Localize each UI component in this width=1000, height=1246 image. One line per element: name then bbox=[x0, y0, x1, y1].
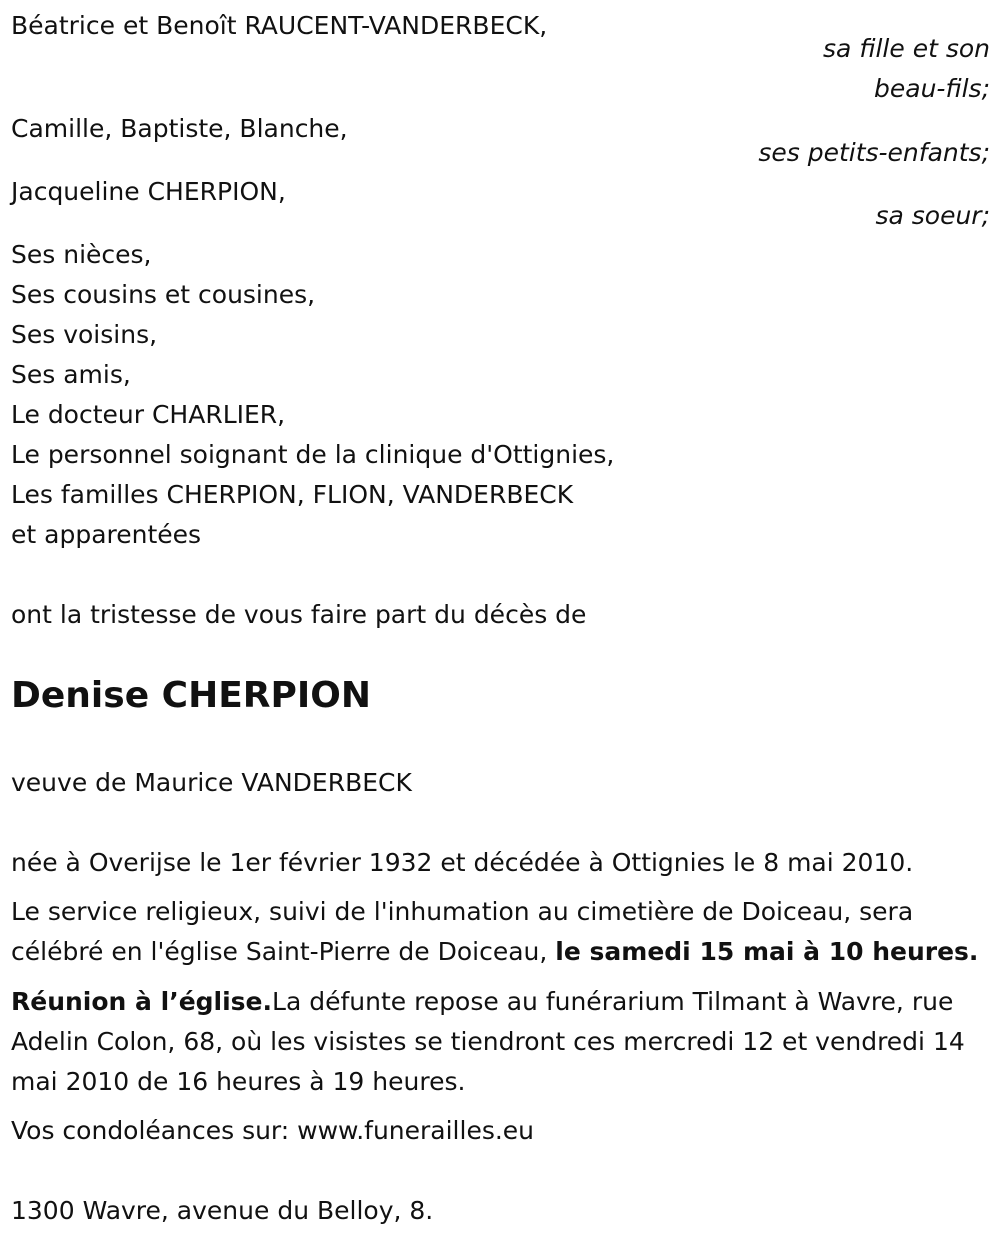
grandchildren-names: Camille, Baptiste, Blanche, bbox=[11, 114, 348, 143]
other-relative: Le docteur CHARLIER, bbox=[11, 400, 286, 429]
reunion-text: La défunte repose au funérarium Tilmant à Wavre, rue Adelin Colon, 68, où les visistes se tiendront ces mercredi 12 et vendredi 14 mai 2010 de 16 heures à 19 heures. bbox=[11, 987, 965, 1096]
address-line: 1300 Wavre, avenue du Belloy, 8. bbox=[11, 1196, 434, 1225]
other-relative: Ses amis, bbox=[11, 360, 131, 389]
other-relative: Ses voisins, bbox=[11, 320, 158, 349]
reunion-paragraph bbox=[11, 982, 996, 1102]
sister-name: Jacqueline CHERPION, bbox=[11, 177, 286, 206]
reunion-label: Réunion à l’église. bbox=[11, 987, 273, 1016]
service-date: le samedi 15 mai à 10 heures. bbox=[555, 937, 979, 966]
daughter-role-line2: beau-fils; bbox=[874, 74, 990, 103]
condolences-line: Vos condoléances sur: www.funerailles.eu bbox=[11, 1116, 535, 1145]
service-text: Le service religieux, suivi de l'inhumation au cimetière de Doiceau, sera célébré en l'église Saint-Pierre de Doiceau, bbox=[11, 897, 914, 966]
other-relative: Le personnel soignant de la clinique d'Ottignies, bbox=[11, 440, 615, 469]
sister-role: sa soeur; bbox=[875, 201, 990, 230]
grandchildren-role: ses petits-enfants; bbox=[758, 138, 990, 167]
daughter-role-line1: sa fille et son bbox=[823, 34, 990, 63]
other-relative: Les familles CHERPION, FLION, VANDERBECK bbox=[11, 480, 574, 509]
other-relative: Ses cousins et cousines, bbox=[11, 280, 316, 309]
birth-death-dates: née à Overijse le 1er février 1932 et décédée à Ottignies le 8 mai 2010. bbox=[11, 848, 914, 877]
other-relative: Ses nièces, bbox=[11, 240, 152, 269]
announcement-text: ont la tristesse de vous faire part du décès de bbox=[11, 600, 587, 629]
daughter-names: Béatrice et Benoît RAUCENT-VANDERBECK, bbox=[11, 11, 548, 40]
other-relative: et apparentées bbox=[11, 520, 202, 549]
deceased-name: Denise CHERPION bbox=[11, 675, 372, 716]
widow-of: veuve de Maurice VANDERBECK bbox=[11, 768, 412, 797]
service-paragraph bbox=[11, 892, 996, 972]
